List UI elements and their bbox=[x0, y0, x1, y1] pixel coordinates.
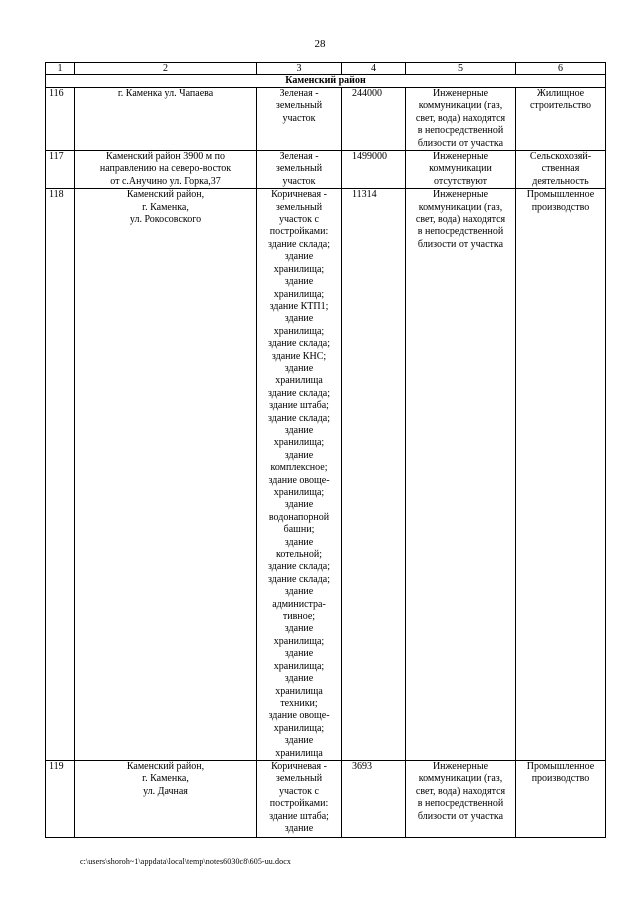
utilities-cell-line: свет, вода) находятся bbox=[415, 785, 506, 797]
use-cell-line: строительство bbox=[529, 100, 592, 112]
column-header: 3 bbox=[257, 63, 342, 75]
zone-cell-line: хранилища; bbox=[273, 325, 325, 337]
zone-cell-line: тивное; bbox=[282, 611, 316, 623]
address-cell-line: Каменский район, bbox=[126, 189, 205, 201]
zone-cell-line: здание штаба; bbox=[269, 400, 329, 412]
zone-cell-line: Зеленая - bbox=[279, 88, 319, 99]
use-cell-line: ственная bbox=[541, 163, 580, 175]
column-header: 5 bbox=[406, 63, 516, 75]
zone-cell-line: участок с bbox=[279, 785, 319, 797]
address-cell-line: ул. Дачная bbox=[143, 785, 188, 797]
zone-cell-line: хранилища bbox=[275, 685, 323, 697]
column-header: 6 bbox=[516, 63, 606, 75]
zone-cell-line: здание овоще- bbox=[268, 710, 330, 722]
address-cell-line: Каменский район 3900 м по bbox=[106, 151, 225, 163]
zone-cell-line: здание bbox=[284, 313, 314, 325]
zone-cell bbox=[257, 760, 342, 837]
zone-cell-line: башни; bbox=[283, 524, 315, 536]
zone-cell-line: здание КТП1; bbox=[269, 300, 329, 312]
address-cell-line: Каменский район, bbox=[126, 760, 205, 772]
zone-cell-line: здание bbox=[284, 276, 314, 288]
zone-cell-line: здание bbox=[284, 822, 314, 834]
column-header: 2 bbox=[75, 63, 257, 75]
area-cell: 3693 bbox=[342, 760, 406, 837]
zone-cell-line: здание bbox=[284, 449, 314, 461]
zone-cell-line: хранилища; bbox=[273, 288, 325, 300]
zone-cell-line: здание bbox=[284, 673, 314, 685]
zone-cell-line: хранилища bbox=[275, 747, 323, 759]
utilities-cell-line: Инженерные bbox=[432, 88, 489, 99]
address-cell-line: от с.Анучино ул. Горка,37 bbox=[110, 175, 221, 187]
address-cell bbox=[75, 760, 257, 837]
zone-cell-line: земельный bbox=[275, 201, 323, 213]
use-cell-line: Промышленное bbox=[526, 189, 595, 201]
use-cell-line: производство bbox=[531, 773, 590, 785]
utilities-cell-line: в непосредственной bbox=[417, 125, 504, 137]
address-cell-line: г. Каменка ул. Чапаева bbox=[117, 88, 214, 99]
utilities-cell-line: в непосредственной bbox=[417, 226, 504, 238]
utilities-cell-line: коммуникации (газ, bbox=[418, 100, 503, 112]
address-cell-line: ул. Рокосовского bbox=[129, 214, 202, 226]
utilities-cell-line: близости от участка bbox=[417, 238, 504, 250]
zone-cell-line: постройками: bbox=[269, 226, 329, 238]
address-cell-line: г. Каменка, bbox=[142, 201, 189, 213]
use-cell bbox=[516, 760, 606, 837]
utilities-cell-line: коммуникации bbox=[429, 163, 492, 175]
utilities-cell-line: коммуникации (газ, bbox=[418, 201, 503, 213]
zone-cell-line: здание склада; bbox=[268, 412, 330, 424]
zone-cell-line: хранилища; bbox=[273, 263, 325, 275]
utilities-cell-line: близости от участка bbox=[417, 810, 504, 822]
utilities-cell bbox=[406, 760, 516, 837]
district-header-row bbox=[46, 75, 606, 88]
row-number-cell: 116 bbox=[46, 88, 75, 151]
column-header: 1 bbox=[46, 63, 75, 75]
page-number: 28 bbox=[314, 38, 326, 50]
utilities-cell bbox=[406, 88, 516, 151]
address-cell-line: г. Каменка, bbox=[142, 773, 189, 785]
zone-cell-line: комплексное; bbox=[270, 462, 328, 474]
area-cell: 244000 bbox=[342, 88, 406, 151]
land-plots-table bbox=[45, 62, 606, 838]
column-number-header-row bbox=[46, 63, 606, 75]
zone-cell-line: хранилища bbox=[275, 375, 323, 387]
zone-cell-line: здание bbox=[284, 424, 314, 436]
table-row bbox=[46, 88, 606, 151]
use-cell-line: Жилищное bbox=[536, 88, 585, 99]
address-cell bbox=[75, 189, 257, 761]
row-number-cell: 117 bbox=[46, 151, 75, 189]
zone-cell-line: участок bbox=[282, 175, 316, 187]
row-number-cell: 119 bbox=[46, 760, 75, 837]
zone-cell-line: Коричневая - bbox=[271, 189, 327, 201]
table-row bbox=[46, 151, 606, 189]
address-cell bbox=[75, 151, 257, 189]
utilities-cell-line: свет, вода) находятся bbox=[415, 214, 506, 226]
zone-cell-line: здание КНС; bbox=[271, 350, 327, 362]
zone-cell-line: здание склада; bbox=[268, 338, 330, 350]
area-cell: 1499000 bbox=[342, 151, 406, 189]
use-cell-line: Промышленное bbox=[526, 760, 595, 772]
utilities-cell-line: близости от участка bbox=[417, 137, 504, 149]
zone-cell-line: хранилища; bbox=[273, 437, 325, 449]
utilities-cell-line: свет, вода) находятся bbox=[415, 112, 506, 124]
zone-cell bbox=[257, 88, 342, 151]
column-header: 4 bbox=[342, 63, 406, 75]
zone-cell-line: администра- bbox=[272, 598, 326, 610]
address-cell bbox=[75, 88, 257, 151]
zone-cell-line: здание bbox=[284, 251, 314, 263]
use-cell bbox=[516, 151, 606, 189]
zone-cell-line: участок с bbox=[279, 214, 319, 226]
zone-cell-line: здание bbox=[284, 648, 314, 660]
zone-cell-line: здание штаба; bbox=[269, 810, 329, 822]
utilities-cell-line: Инженерные bbox=[432, 151, 489, 163]
use-cell bbox=[516, 88, 606, 151]
utilities-cell-line: в непосредственной bbox=[417, 798, 504, 810]
zone-cell-line: здание bbox=[284, 735, 314, 747]
zone-cell-line: земельный bbox=[275, 163, 323, 175]
zone-cell-line: здание склада; bbox=[268, 561, 330, 573]
zone-cell-line: здание bbox=[284, 499, 314, 511]
zone-cell-line: здание bbox=[284, 362, 314, 374]
table-row bbox=[46, 760, 606, 837]
zone-cell-line: здание склада; bbox=[268, 573, 330, 585]
table-row bbox=[46, 189, 606, 761]
address-cell-line: направлению на северо-восток bbox=[99, 163, 232, 175]
zone-cell-line: хранилища; bbox=[273, 722, 325, 734]
zone-cell-line: здание bbox=[284, 623, 314, 635]
utilities-cell bbox=[406, 151, 516, 189]
zone-cell bbox=[257, 151, 342, 189]
use-cell-line: Сельскохозяй- bbox=[529, 151, 592, 163]
zone-cell-line: здание bbox=[284, 586, 314, 598]
district-name: Каменский район bbox=[46, 75, 606, 88]
zone-cell-line: земельный bbox=[275, 100, 323, 112]
utilities-cell-line: отсутствуют bbox=[433, 175, 488, 187]
zone-cell bbox=[257, 189, 342, 761]
zone-cell-line: хранилища; bbox=[273, 660, 325, 672]
zone-cell-line: здание склада; bbox=[268, 387, 330, 399]
zone-cell-line: хранилища; bbox=[273, 635, 325, 647]
utilities-cell bbox=[406, 189, 516, 761]
zone-cell-line: водонапорной bbox=[268, 511, 330, 523]
row-number-cell: 118 bbox=[46, 189, 75, 761]
use-cell-line: производство bbox=[531, 201, 590, 213]
utilities-cell-line: Инженерные bbox=[432, 189, 489, 201]
zone-cell-line: техники; bbox=[280, 697, 318, 709]
zone-cell-line: постройками: bbox=[269, 798, 329, 810]
zone-cell-line: Зеленая - bbox=[279, 151, 319, 163]
utilities-cell-line: Инженерные bbox=[432, 760, 489, 772]
use-cell bbox=[516, 189, 606, 761]
area-cell: 11314 bbox=[342, 189, 406, 761]
zone-cell-line: котельной; bbox=[275, 549, 323, 561]
zone-cell-line: здание склада; bbox=[268, 238, 330, 250]
footer-file-path: c:\users\shoroh~1\appdata\local\temp\notes6030c8\605-uu.docx bbox=[80, 857, 291, 866]
zone-cell-line: Коричневая - bbox=[271, 760, 327, 772]
zone-cell-line: участок bbox=[282, 112, 316, 124]
zone-cell-line: хранилища; bbox=[273, 487, 325, 498]
zone-cell-line: здание овоще- bbox=[268, 474, 330, 486]
zone-cell-line: земельный bbox=[275, 773, 323, 785]
zone-cell-line: здание bbox=[284, 536, 314, 548]
utilities-cell-line: коммуникации (газ, bbox=[418, 773, 503, 785]
use-cell-line: деятельность bbox=[532, 175, 589, 187]
